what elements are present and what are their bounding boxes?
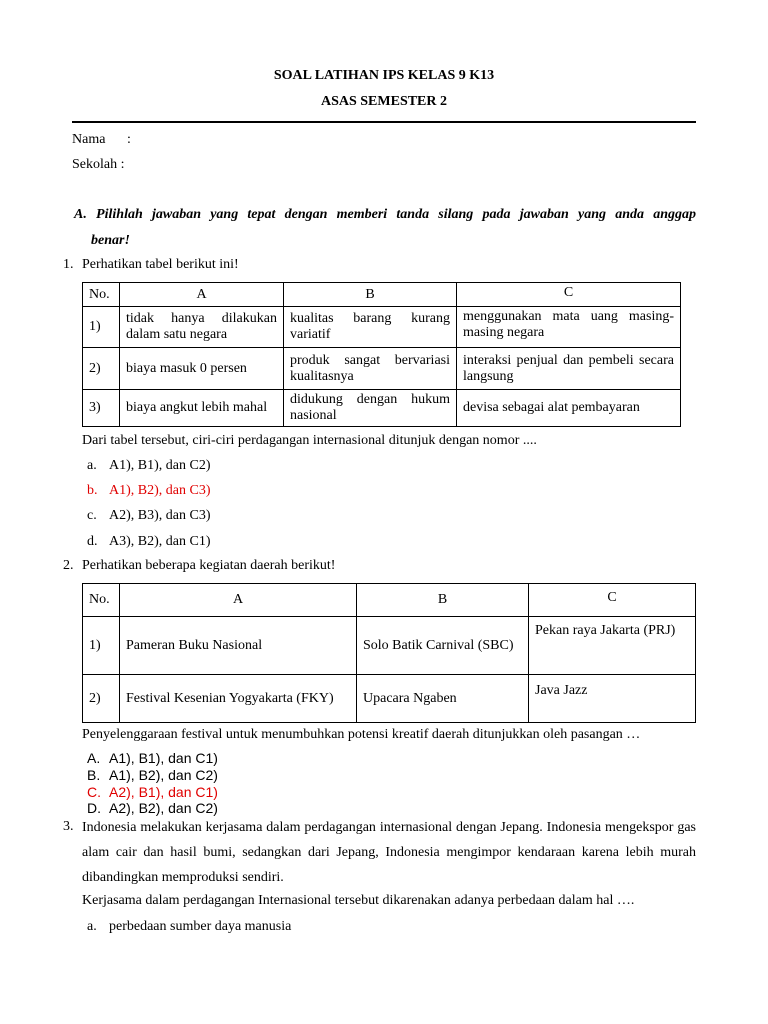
table-cell: didukung dengan hukum nasional [284, 390, 457, 427]
option-text: A1), B2), dan C3) [109, 483, 211, 498]
option-letter: D. [87, 800, 101, 816]
option-letter: C. [87, 784, 101, 800]
option-letter: a. [87, 919, 97, 934]
option-letter: c. [87, 508, 97, 523]
table-row [83, 617, 696, 675]
section-a-instruction-cont: benar! [91, 233, 130, 248]
table-cell: devisa sebagai alat pembayaran [457, 390, 681, 427]
option-text: A3), B2), dan C1) [109, 534, 211, 549]
table-row [83, 390, 681, 427]
table-cell: Pekan raya Jakarta (PRJ) [529, 617, 696, 675]
sekolah-label: Sekolah : [72, 157, 125, 172]
table-header-cell: A [120, 283, 284, 307]
q1-number: 1. [63, 257, 74, 272]
option-letter: d. [87, 534, 98, 549]
table-header-row [83, 283, 681, 307]
header-divider [72, 121, 696, 123]
worksheet-subtitle: ASAS SEMESTER 2 [320, 94, 448, 109]
table-cell: kualitas barang kurang variatif [284, 307, 457, 348]
q1-question: Dari tabel tersebut, ciri-ciri perdagangan internasional ditunjuk dengan nomor .... [82, 433, 537, 448]
table-header-row [83, 584, 696, 617]
section-a-instruction: A. Pilihlah jawaban yang tepat dengan memberi tanda silang pada jawaban yang anda anggap [74, 207, 696, 222]
table-cell: interaksi penjual dan pembeli secara langsung [457, 348, 681, 390]
table-header-cell: C [457, 283, 681, 307]
option-text: A1), B2), dan C2) [109, 767, 218, 783]
worksheet-title: SOAL LATIHAN IPS KELAS 9 K13 [273, 68, 495, 83]
q1-table [82, 282, 681, 427]
table-cell: Pameran Buku Nasional [120, 617, 357, 675]
table-header-cell: C [529, 584, 696, 617]
q2-table [82, 583, 696, 723]
q2-question: Penyelenggaraan festival untuk menumbuhkan potensi kreatif daerah ditunjukkan oleh pasangan … [82, 727, 641, 742]
option-text: A2), B2), dan C2) [109, 800, 218, 816]
option-letter: B. [87, 767, 101, 783]
nama-colon: : [127, 132, 131, 147]
table-cell: 1) [83, 617, 120, 675]
table-row [83, 675, 696, 723]
option-text: A2), B3), dan C3) [109, 508, 211, 523]
table-cell: biaya masuk 0 persen [120, 348, 284, 390]
table-row [83, 307, 681, 348]
table-header-cell: A [120, 584, 357, 617]
q3-number: 3. [63, 819, 74, 834]
table-header-cell: No. [83, 283, 120, 307]
table-cell: 2) [83, 675, 120, 723]
option-text: A2), B1), dan C1) [109, 784, 218, 800]
table-cell: Festival Kesenian Yogyakarta (FKY) [120, 675, 357, 723]
table-header-cell: B [284, 283, 457, 307]
table-header-cell: No. [83, 584, 120, 617]
table-cell: Upacara Ngaben [357, 675, 529, 723]
option-letter: b. [87, 483, 98, 498]
option-text: A1), B1), dan C1) [109, 750, 218, 766]
q3-question: Kerjasama dalam perdagangan Internasional tersebut dikarenakan adanya perbedaan dalam hal …. [82, 893, 635, 908]
table-cell: biaya angkut lebih mahal [120, 390, 284, 427]
table-header-cell: B [357, 584, 529, 617]
table-cell: Solo Batik Carnival (SBC) [357, 617, 529, 675]
option-text: A1), B1), dan C2) [109, 458, 211, 473]
table-cell: 2) [83, 348, 120, 390]
option-letter: A. [87, 750, 101, 766]
option-text: perbedaan sumber daya manusia [109, 919, 292, 934]
option-letter: a. [87, 458, 97, 473]
q2-prompt: Perhatikan beberapa kegiatan daerah berikut! [82, 558, 336, 573]
q2-number: 2. [63, 558, 74, 573]
q1-prompt: Perhatikan tabel berikut ini! [82, 257, 239, 272]
nama-label: Nama [72, 132, 106, 147]
table-cell: menggunakan mata uang masing-masing negara [457, 307, 681, 348]
table-cell: 1) [83, 307, 120, 348]
q3-paragraph: Indonesia melakukan kerjasama dalam perdagangan internasional dengan Jepang. Indonesia mengekspor gas alam cair dan hasil bumi, sedangkan dari Jepang, Indonesia mengimpor kendaraan karena lebih murah dibandingkan memproduksi sendiri. [82, 820, 696, 885]
table-cell: 3) [83, 390, 120, 427]
table-cell: Java Jazz [529, 675, 696, 723]
table-row [83, 348, 681, 390]
table-cell: tidak hanya dilakukan dalam satu negara [120, 307, 284, 348]
table-cell: produk sangat bervariasi kualitasnya [284, 348, 457, 390]
